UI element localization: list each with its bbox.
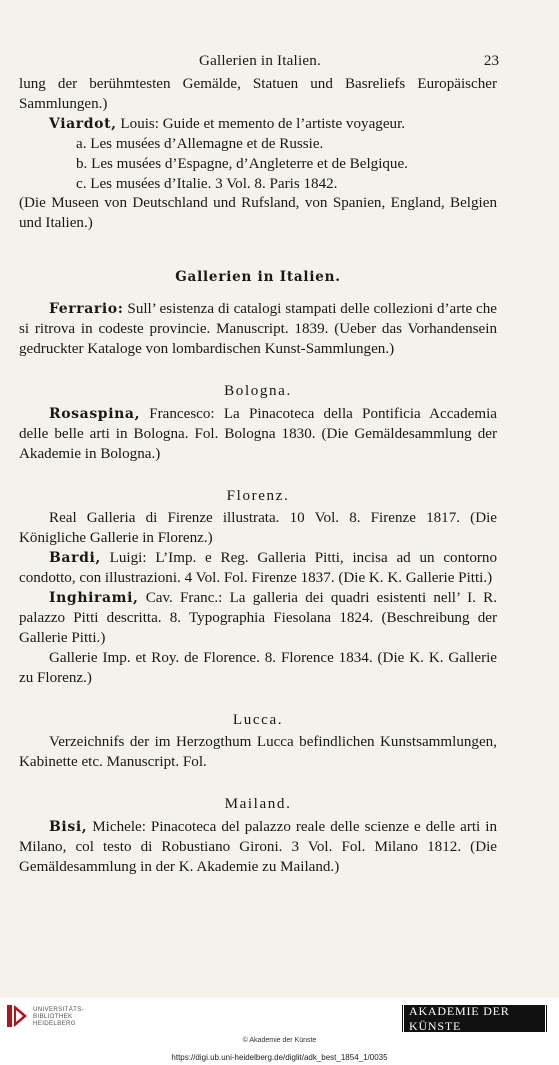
running-header xyxy=(19,52,497,75)
library-emblem-icon xyxy=(6,1003,28,1029)
page-number: 23 xyxy=(483,53,499,69)
continuation-paragraph: lung der berühmtesten Gemälde, Statuen und Basreliefs Europäischer Sammlungen.) xyxy=(19,76,497,112)
running-title: Gallerien in Italien. xyxy=(199,53,321,69)
sub-item-c: c. Les musées d’Italie. 3 Vol. 8. Paris 1842. xyxy=(76,175,338,192)
author-name: Ferrario: xyxy=(49,301,124,318)
entry-text: Cav. Franc.: La galleria dei quadri esistenti nell’ I. R. palazzo Pitti descritta. 8. Typographia Fiesolana 1824. (Beschreibung der Gallerie Pitti.) xyxy=(19,590,497,646)
entry-ferrario xyxy=(19,300,497,360)
entry-text: Louis: Guide et memento de l’artiste voyageur. xyxy=(116,115,406,132)
city-heading-mailand: Mailand. xyxy=(224,796,292,813)
library-name-line: BIBLIOTHEK xyxy=(33,1012,73,1020)
entry-rosaspina xyxy=(19,405,497,465)
entry-text: Luigi: L’Imp. e Reg. Galleria Pitti, incisa ad un contorno condotto, con illustrazioni. 4 Vol. Fol. Firenze 1837. (Die K. K. Gallerie Pitti.) xyxy=(19,550,497,587)
author-name: Viardot, xyxy=(49,115,117,132)
entry-lucca: Verzeichnifs der im Herzogthum Lucca befindlichen Kunstsammlungen, Kabinette etc. Manuscript. Fol. xyxy=(19,734,497,771)
entry-gallerie-imp: Gallerie Imp. et Roy. de Florence. 8. Florence 1834. (Die K. K. Gallerie zu Florenz.) xyxy=(19,649,497,686)
akademie-logo[interactable] xyxy=(402,1005,547,1032)
city-heading-lucca: Lucca. xyxy=(232,711,284,728)
entry-text: Sull’ esistenza di catalogi stampati delle collezioni d’arte che si ritrova in codeste provincie. Manuscript. 1839. (Ueber das Vorhandensein gedruckter Kataloge von lombardischen Kunst-Sammlungen.) xyxy=(19,301,497,357)
copyright-notice: © Akademie der Künste xyxy=(242,1037,317,1044)
entry-bardi xyxy=(19,549,497,589)
translation-note: (Die Museen von Deutschland und Rufsland, von Spanien, England, Belgien und Italien.) xyxy=(19,195,497,232)
sub-item-a: a. Les musées d’Allemagne et de Russie. xyxy=(76,135,324,152)
sub-item-b: b. Les musées d’Espagne, d’Angleterre et de Belgique. xyxy=(76,155,408,172)
city-heading-bologna: Bologna. xyxy=(224,382,292,399)
entry-viardot xyxy=(19,115,497,135)
entry-text: Francesco: La Pinacoteca della Pontificia Accademia delle belle arti in Bologna. Fol. Bologna 1830. (Die Gemäldesammlung der Akademie in Bologna.) xyxy=(19,405,497,462)
permalink-url[interactable]: https://digi.ub.uni-heidelberg.de/diglit/adk_best_1854_1/0035 xyxy=(171,1053,388,1062)
akademie-logo-text: AKADEMIE DER KÜNSTE xyxy=(403,1001,546,1037)
entry-inghirami xyxy=(19,589,497,649)
entry-text: Michele: Pinacoteca del palazzo reale delle scienze e delle arti in Milano, col testo di Robustiano Gironi. 3 Vol. Fol. Milano 1812. (Die Gemäldesammlung in der K. Akademie zu Mailand.) xyxy=(19,819,497,875)
university-library-logo[interactable] xyxy=(6,1003,84,1029)
author-name: Bardi, xyxy=(49,550,101,567)
author-name: Bisi, xyxy=(49,819,88,836)
entry-bisi xyxy=(19,818,497,878)
library-name-line: HEIDELBERG xyxy=(33,1019,76,1027)
city-heading-florenz: Florenz. xyxy=(226,487,290,504)
viewer-footer xyxy=(0,998,559,1065)
entry-real-galleria: Real Galleria di Firenze illustrata. 10 Vol. 8. Firenze 1817. (Die Königliche Gallerie in Florenz.) xyxy=(19,510,497,547)
library-name-line: UNIVERSITÄTS- xyxy=(33,1005,84,1013)
section-title: Gallerien in Italien. xyxy=(175,269,341,286)
author-name: Rosaspina, xyxy=(49,405,141,422)
author-name: Inghirami, xyxy=(49,590,139,607)
page-text xyxy=(19,52,497,878)
